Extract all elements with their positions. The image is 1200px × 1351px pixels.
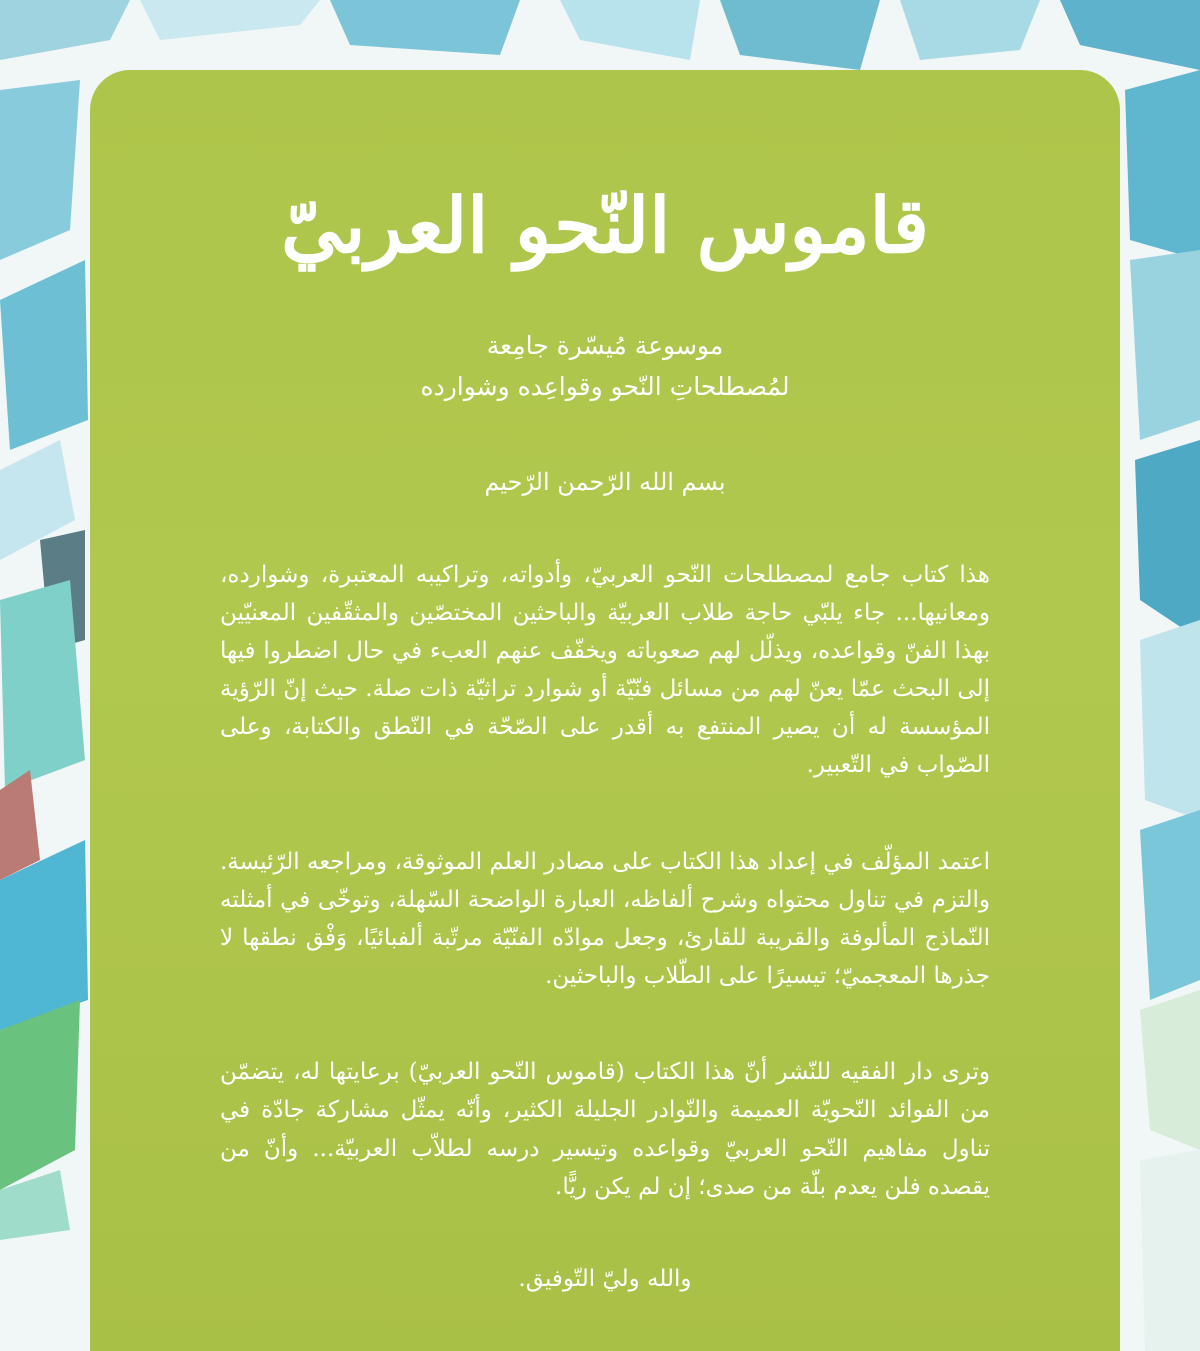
- book-cover-panel: [90, 70, 1120, 1351]
- subtitle-line-2: لمُصطلحاتِ النّحو وقواعِده وشوارده: [420, 372, 790, 402]
- description-paragraph-2: اعتمد المؤلّف في إعداد هذا الكتاب على مصادر العلم الموثوقة، ومراجعه الرّئيسة. والتزم في تناول محتواه وشرح ألفاظه، العبارة الواضحة السّهلة، وتوخّى في أمثلته النّماذج المألوفة والقريبة للقارئ، وجعل موادّه الفنّيّة مرتّبة ألفبائيًا، وَفْق نطقها لا جذرها المعجميّ؛ تيسيرًا على الطّلاب والباحثين.: [220, 848, 990, 990]
- description-paragraph-3: وترى دار الفقيه للنّشر أنّ هذا الكتاب (قاموس النّحو العربيّ) برعايتها له، يتضمّن من الفوائد النّحويّة العميمة والنّوادر الجليلة الكثير، وأنّه يمثّل مشاركة جادّة في تناول مفاهيم النّحو العربيّ وقواعده وتيسير درسه لطلاّب العربيّة... وأنّ من يقصده فلن يعدم بلّة من صدى؛ إن لم يكن ريًّا.: [220, 1059, 990, 1200]
- basmala: بسم الله الرّحمن الرّحيم: [484, 467, 726, 496]
- book-subtitle: [210, 325, 1000, 408]
- book-title: قاموس النّحو العربيّ: [280, 181, 930, 270]
- subtitle-line-1: موسوعة مُيسّرة جامِعة: [486, 331, 724, 360]
- closing-line: والله وليّ التّوفيق.: [518, 1265, 692, 1292]
- description-paragraph-1: هذا كتاب جامع لمصطلحات النّحو العربيّ، وأدواته، وتراكيبه المعتبرة، وشوارده، ومعانيها... جاء يلبّي حاجة طلاب العربيّة والباحثين المختصّين والمثقّفين المعنيّين بهذا الفنّ وقواعده، ويذلّل لهم صعوباته ويخفّف عنهم العبء في حال اضطروا فيها إلى البحث عمّا يعنّ لهم من مسائل فنّيّة أو شوارد تراثيّة ذات صلة. حيث إنّ الرّؤية المؤسسة له أن يصير المنتفع به أقدر على الصّحّة في النّطق والكتابة، وعلى الصّواب في التّعبير.: [220, 561, 990, 779]
